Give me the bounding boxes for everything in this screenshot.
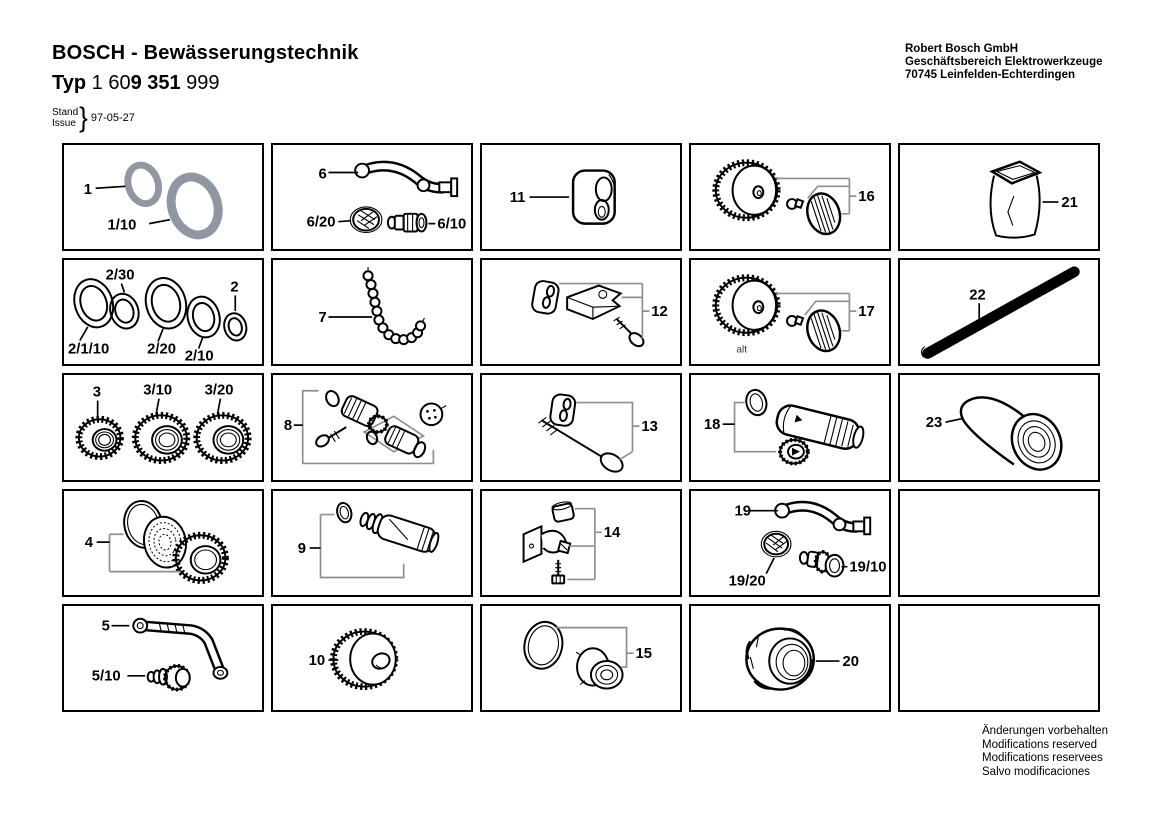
parts-cell-10 [271, 604, 473, 712]
alt-note: alt [736, 344, 747, 356]
issue-date: 97-05-27 [90, 111, 135, 124]
threaded-opening [1003, 406, 1070, 478]
cap-nut-3 [79, 420, 121, 457]
part-label: 2/30 [105, 267, 135, 284]
screw [314, 427, 346, 449]
parts-cell-5 [62, 604, 264, 712]
parts-cell-19 [689, 489, 891, 597]
knurled-wheel-set-drawing [691, 145, 889, 249]
part-label: 5 [101, 618, 110, 635]
parts-cell-empty-2 [898, 604, 1100, 712]
knurled-wheel [780, 440, 808, 464]
screw [614, 317, 646, 349]
part-label: 22 [969, 287, 986, 304]
part-label: 19/20 [728, 573, 766, 589]
wall-hook [524, 526, 571, 561]
o-ring [335, 501, 354, 524]
part-label: 16 [858, 189, 875, 206]
part-label: 3 [92, 385, 101, 402]
part-label: 6 [318, 166, 327, 183]
part-label: 5/10 [91, 668, 121, 685]
parts-cell-4 [62, 489, 264, 597]
profile-tube-drawing [900, 260, 1098, 364]
parts-cell-3 [62, 373, 264, 481]
slider-block [549, 394, 576, 427]
parts-cell-21 [898, 143, 1100, 251]
ring-bushing-drawing [482, 606, 680, 710]
part-label: 8 [283, 418, 293, 435]
part-label: 15 [635, 645, 652, 662]
stand-label: Stand [52, 106, 79, 118]
parts-cell-13 [480, 373, 682, 481]
sprinkler-disc [421, 404, 447, 426]
lever-connector-drawing [64, 606, 262, 710]
hatched-disc [802, 306, 845, 355]
part-label: 18 [703, 417, 721, 434]
type-label: Typ [52, 72, 87, 94]
valve-body [774, 403, 866, 453]
company-line-2: Geschäftsbereich Elektrowerkzeuge [905, 56, 1103, 68]
part-label: 3/10 [143, 383, 173, 400]
ring-2 [221, 311, 249, 343]
parts-cell-20 [689, 604, 891, 712]
o-ring-small [123, 161, 163, 208]
empty-cell [900, 491, 1098, 595]
type-number-b: 9 351 [130, 72, 181, 94]
type-number-line [52, 72, 220, 95]
parts-cell-23 [898, 373, 1100, 481]
part-label: 13 [641, 419, 658, 436]
part-label: 19/10 [849, 559, 887, 576]
part-label: 12 [651, 304, 668, 321]
slider-block [531, 280, 560, 315]
part-label: 14 [603, 524, 621, 541]
connector [800, 551, 844, 576]
part-label: 21 [1061, 194, 1078, 211]
company-line-3: 70745 Leinfelden-Echterdingen [905, 69, 1075, 81]
parts-cell-16 [689, 143, 891, 251]
note-line-2: Modifications reserved [982, 738, 1098, 751]
part-label: 11 [509, 190, 526, 206]
note-line-3: Modifications reservees [982, 752, 1103, 764]
swivel-arm-drawing [273, 145, 471, 249]
parts-cell-14 [480, 489, 682, 597]
company-line-1: Robert Bosch GmbH [905, 43, 1019, 55]
cap [551, 500, 574, 522]
part-label: 9 [297, 540, 307, 557]
sealing-ring-set-drawing [64, 260, 262, 364]
threaded-connector-1 [340, 395, 380, 429]
bead-chain [363, 271, 425, 344]
shaft [357, 507, 441, 555]
threaded-shaft-drawing [273, 491, 471, 595]
wall-bracket-set-drawing [482, 491, 680, 595]
parts-cell-8 [271, 373, 473, 481]
empty-cell [900, 606, 1098, 710]
clamp-screw-drawing [482, 260, 680, 364]
part-label: 6/20 [306, 214, 336, 231]
valve-body-drawing [691, 375, 889, 479]
part-label: 1 [83, 182, 93, 199]
parts-cell-22 [898, 258, 1100, 366]
tube [928, 272, 1075, 354]
part-label: 3/20 [204, 383, 234, 400]
parts-cell-1 [62, 143, 264, 251]
parts-cell-12 [480, 258, 682, 366]
bead-chain-drawing [273, 260, 471, 364]
cap-nut-3-10 [135, 416, 186, 461]
swivel-arm-2-drawing [691, 491, 889, 595]
seal-filter-ring-drawing [64, 491, 262, 595]
block-screw-drawing [482, 375, 680, 479]
o-ring-large [164, 171, 226, 241]
housing-block-drawing [482, 145, 680, 249]
parts-cell-11 [480, 143, 682, 251]
parts-cell-2 [62, 258, 264, 366]
o-rings-drawing [64, 145, 262, 249]
parts-grid [62, 143, 1100, 712]
washer [324, 389, 341, 408]
part-label: 10 [308, 652, 326, 669]
long-screw [538, 418, 626, 476]
part-label: 17 [858, 304, 875, 321]
part-label: 1/10 [107, 217, 137, 234]
connector [148, 666, 190, 690]
ring-2-20 [140, 274, 192, 334]
parts-cell-9 [271, 489, 473, 597]
knurled-wheel-set-alt-drawing [691, 260, 889, 364]
part-label: 2 [230, 279, 239, 296]
part-label: 20 [842, 653, 859, 670]
issue-label: Issue [52, 117, 76, 129]
connector [388, 214, 427, 232]
part-label: 4 [84, 534, 94, 551]
o-ring [520, 618, 567, 672]
bushing [576, 648, 623, 688]
scalloped-cap-drawing [691, 606, 889, 710]
part-label: 7 [318, 310, 327, 327]
modification-notes [982, 725, 1108, 779]
issue-date-block [52, 102, 135, 133]
part-label: 19 [734, 503, 752, 520]
type-number-a: 1 60 [86, 72, 131, 94]
cone-cap-drawing [900, 375, 1098, 479]
part-label: 6/10 [437, 216, 467, 233]
o-ring [743, 388, 769, 418]
clamp [567, 286, 620, 319]
cap-nut-3-20 [197, 416, 248, 461]
connector-assembly-drawing [273, 375, 471, 479]
brace-glyph: } [79, 101, 88, 133]
parts-cell-6 [271, 143, 473, 251]
cap-nut-set-drawing [64, 375, 262, 479]
note-line-1: Änderungen vorbehalten [982, 725, 1108, 737]
collection-bag-drawing [900, 145, 1098, 249]
part-label: 2/10 [184, 348, 214, 365]
part-label: 2/20 [147, 341, 177, 358]
parts-cell-empty-1 [898, 489, 1100, 597]
screw [552, 559, 564, 583]
knurled-knob-drawing [273, 606, 471, 710]
parts-cell-7 [271, 258, 473, 366]
strainer [761, 531, 791, 557]
part-label: 23 [925, 415, 943, 432]
parts-cell-18 [689, 373, 891, 481]
note-line-4: Salvo modificaciones [982, 765, 1091, 778]
part-label: 2/1/10 [67, 341, 110, 358]
type-number-c: 999 [180, 72, 220, 94]
page-title: BOSCH - Bewässerungstechnik [52, 42, 359, 64]
parts-cell-15 [480, 604, 682, 712]
parts-cell-17 [689, 258, 891, 366]
company-address [905, 43, 1103, 82]
ring-2-10 [183, 293, 224, 341]
